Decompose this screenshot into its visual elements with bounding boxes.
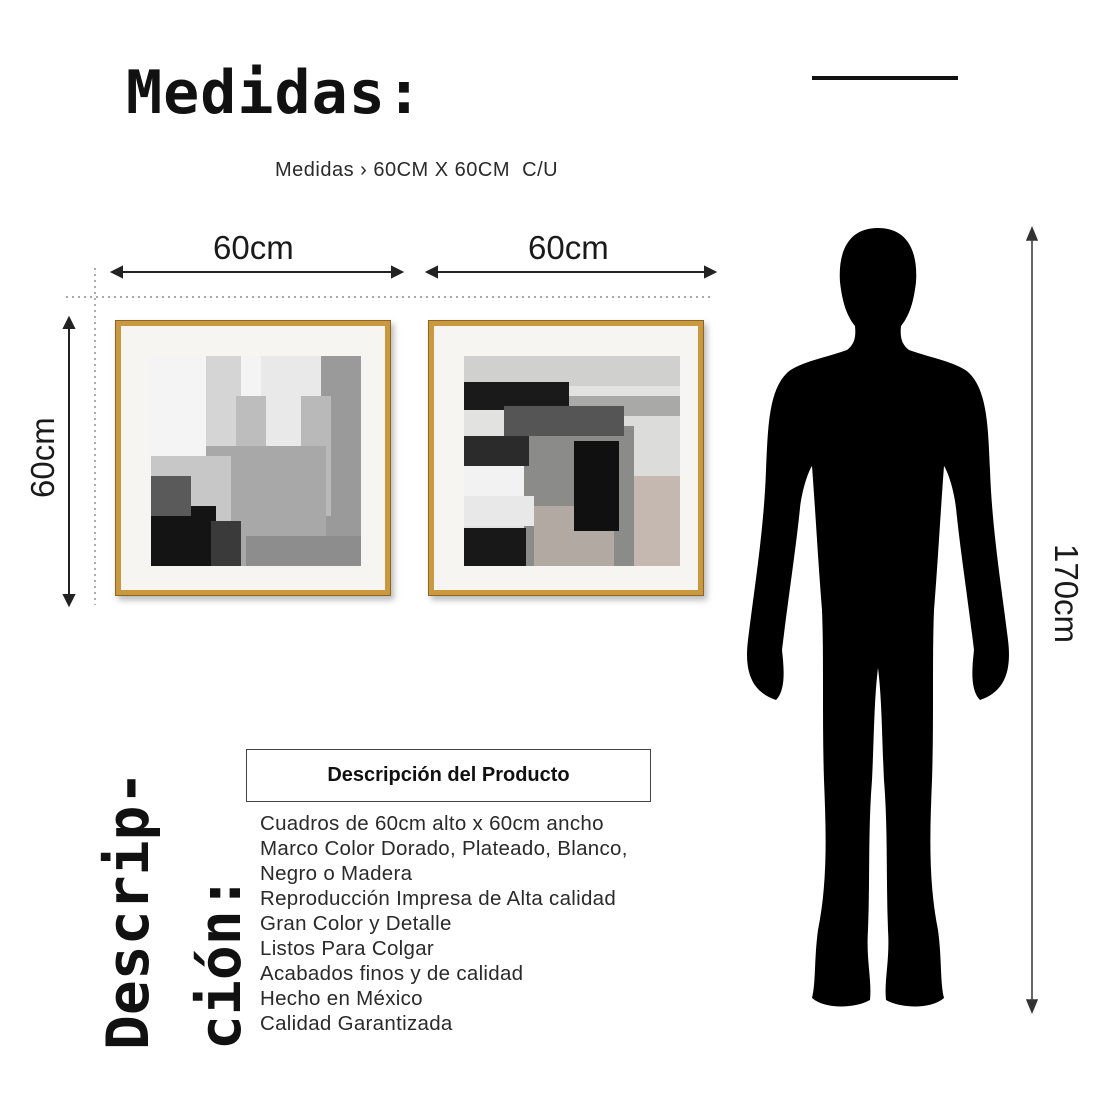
description-vertical-heading: [82, 771, 266, 1050]
vertical-heading-line1: Descrip-: [94, 770, 162, 1050]
feature-list: [260, 811, 628, 1036]
height-label: 60cm: [24, 417, 61, 498]
list-item: Reproducción Impresa de Alta calidad: [260, 887, 617, 910]
list-item: Acabados finos y de calidad: [260, 962, 524, 985]
page-title: Medidas:: [126, 58, 423, 128]
list-item: Negro o Madera: [260, 862, 413, 885]
vertical-heading-line2: ción:: [186, 875, 254, 1050]
description-title: Descripción del Producto: [327, 764, 570, 786]
person-height-label: 170cm: [1048, 544, 1085, 644]
width-label-left: 60cm: [213, 229, 294, 266]
width-label-right: 60cm: [528, 229, 609, 266]
description-title-box: [246, 749, 651, 802]
list-item: Listos Para Colgar: [260, 937, 435, 960]
list-item: Cuadros de 60cm alto x 60cm ancho: [260, 812, 604, 835]
list-item: Marco Color Dorado, Plateado, Blanco,: [260, 837, 628, 860]
size-subtitle: Medidas › 60CM X 60CM C/U: [275, 159, 559, 181]
list-item: Hecho en México: [260, 987, 423, 1010]
list-item: Calidad Garantizada: [260, 1012, 453, 1035]
list-item: Gran Color y Detalle: [260, 912, 452, 935]
